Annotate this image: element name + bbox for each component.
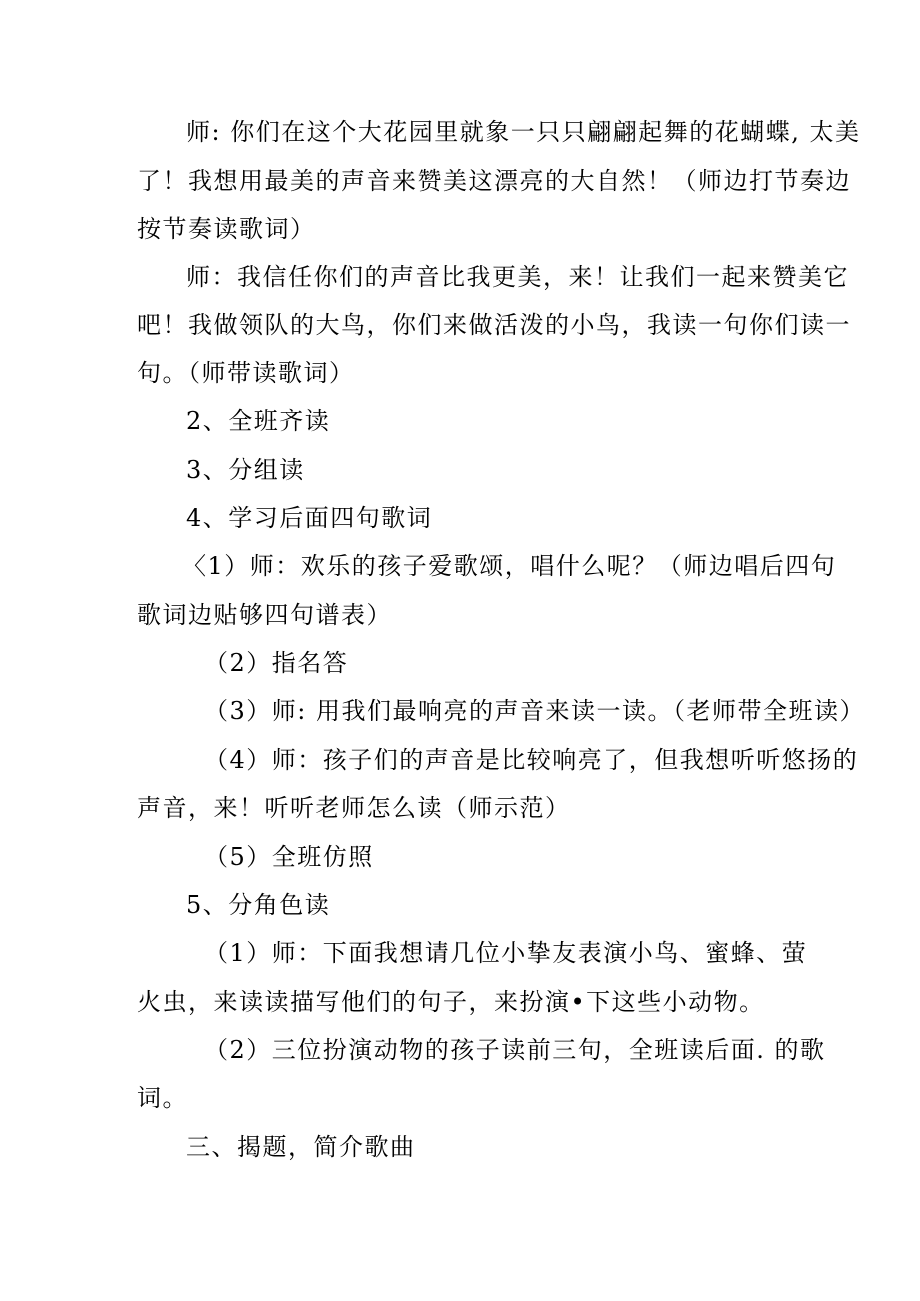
text-line: 师: 你们在这个大花园里就象一只只翩翩起舞的花蝴蝶, 太美 bbox=[186, 118, 861, 146]
text-line: （2）三位扮演动物的孩子读前三句，全班读后面. 的歌 bbox=[204, 1036, 826, 1064]
text-line: 声音，来！听听老师怎么读（师示范） bbox=[137, 794, 571, 822]
text-line: 4、学习后面四句歌词 bbox=[186, 504, 433, 532]
text-line: 句。（师带读歌词） bbox=[137, 359, 355, 387]
text-line: 5、分角色读 bbox=[186, 891, 331, 919]
text-line: 吧！我做领队的大鸟，你们来做活泼的小鸟，我读一句你们读一 bbox=[137, 311, 851, 339]
text-line: 歌词边贴够四句谱表） bbox=[137, 601, 392, 629]
text-line: （5）全班仿照 bbox=[204, 843, 374, 871]
text-line: 3、分组读 bbox=[186, 456, 305, 484]
text-line: 火虫，来读读描写他们的句子，来扮演•下这些小动物。 bbox=[137, 988, 765, 1016]
text-line: 师：我信任你们的声音比我更美，来！让我们一起来赞美它 bbox=[186, 263, 849, 291]
text-line: （4）师：孩子们的声音是比较响亮了，但我想听听悠扬的 bbox=[204, 746, 859, 774]
text-line: （2）指名答 bbox=[204, 649, 349, 677]
text-line: 了！我想用最美的声音来赞美这漂亮的大自然！（师边打节奏边 bbox=[137, 167, 851, 195]
text-line: 〈1）师：欢乐的孩子爱歌颂，唱什么呢？（师边唱后四句 bbox=[182, 552, 837, 580]
text-line: 按节奏读歌词） bbox=[137, 215, 316, 243]
text-line: 2、全班齐读 bbox=[186, 407, 331, 435]
text-line: 词。 bbox=[137, 1084, 188, 1112]
text-line: （3）师: 用我们最响亮的声音来读一读。（老师带全班读） bbox=[204, 697, 865, 725]
text-line: 三、揭题，简介歌曲 bbox=[186, 1133, 416, 1161]
text-line: （1）师：下面我想请几位小挚友表演小鸟、蜜蜂、萤 bbox=[204, 939, 808, 967]
